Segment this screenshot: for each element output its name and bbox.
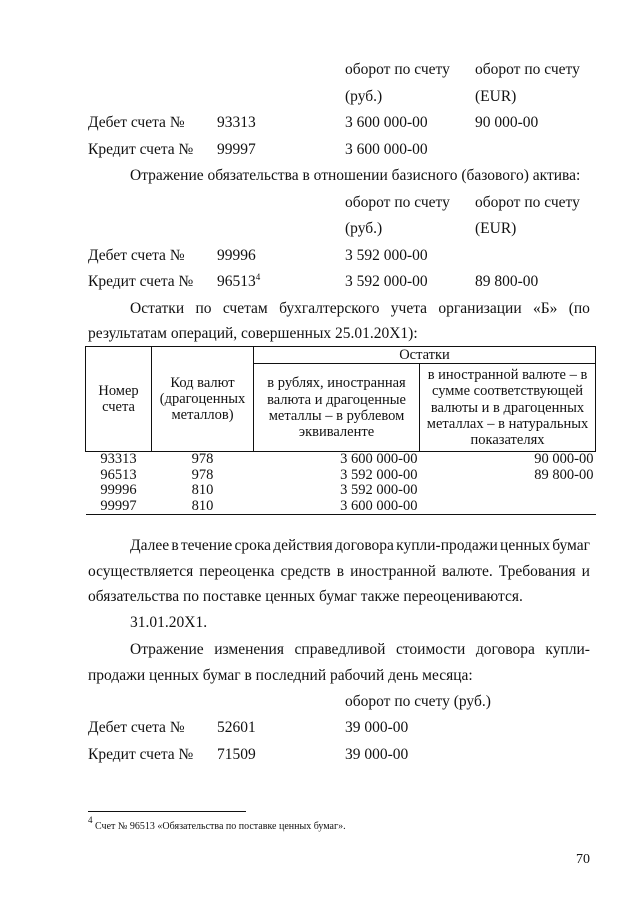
word: Далее xyxy=(130,537,170,554)
col-header-currency-code: Код валют (драгоценных металлов) xyxy=(152,347,254,452)
entry2-debit-label: Дебет счета № xyxy=(88,247,185,264)
entry3-credit-rub: 39 000-00 xyxy=(345,746,409,763)
entry1-credit-rub: 3 600 000-00 xyxy=(345,141,428,158)
table-row xyxy=(86,499,596,515)
cell-account: 93313 xyxy=(100,451,137,468)
balances-intro-line2: результатам операций, совершенных 25.01.20Х1): xyxy=(88,325,418,342)
col-header-group-balances: Остатки xyxy=(254,347,596,364)
para2-line2: продажи ценных бумаг в последний рабочий день месяца: xyxy=(88,667,473,684)
word: купли-продажи xyxy=(396,537,498,554)
entry3-debit-account: 52601 xyxy=(217,719,256,736)
para2-line1 xyxy=(130,642,590,658)
entry3-col-rub-label: оборот по счету (руб.) xyxy=(345,693,491,710)
word: Остатки xyxy=(130,300,185,317)
word: справедливой xyxy=(294,641,386,658)
entry2-col-rub-label: оборот по счету xyxy=(345,194,450,211)
word: Отражение xyxy=(130,641,204,658)
word: (по xyxy=(568,300,590,317)
entry1-debit-eur: 90 000-00 xyxy=(475,114,539,131)
cell-account: 96513 xyxy=(100,466,137,483)
cell-account: 99996 xyxy=(100,482,137,499)
cell-code: 810 xyxy=(191,482,214,499)
entry2-credit-label: Кредит счета № xyxy=(88,273,194,290)
balances-intro-line1 xyxy=(130,301,590,317)
para1-line1 xyxy=(130,538,590,554)
entry1-credit-label: Кредит счета № xyxy=(88,141,194,158)
word: в xyxy=(171,537,179,554)
entry2-credit-account-number: 96513 xyxy=(217,273,256,290)
page-number: 70 xyxy=(576,852,590,867)
word: организации xyxy=(438,300,522,317)
word: изменения xyxy=(214,641,284,658)
col-header-fx: в иностранной валюте – в сумме соответствующей валюты и в драгоценных металлах – в натуральных показателях xyxy=(420,364,596,452)
entry2-credit-rub: 3 592 000-00 xyxy=(345,273,428,290)
cell-fx: 90 000-00 xyxy=(534,451,594,468)
cell-fx xyxy=(420,483,596,499)
word: срока xyxy=(234,537,272,554)
entry2-credit-account xyxy=(217,274,260,290)
table-row xyxy=(86,452,596,468)
cell-rub: 3 592 000-00 xyxy=(340,466,418,483)
entry1-debit-label: Дебет счета № xyxy=(88,114,185,131)
section-heading-base-asset: Отражение обязательства в отношении базисного (базового) актива: xyxy=(130,167,581,184)
footnote xyxy=(88,815,346,832)
entry1-debit-rub: 3 600 000-00 xyxy=(345,114,428,131)
entry1-credit-account: 99997 xyxy=(217,141,256,158)
cell-account: 99997 xyxy=(86,499,152,515)
word: договора xyxy=(475,641,535,658)
date-heading: 31.01.20Х1. xyxy=(130,614,208,631)
word: течение xyxy=(180,537,233,554)
entry3-credit-account: 71509 xyxy=(217,746,256,763)
entry2-debit-account: 99996 xyxy=(217,247,256,264)
word: счетам xyxy=(222,300,268,317)
word: действия xyxy=(273,537,333,554)
table-row xyxy=(86,468,596,484)
entry1-col-rub-unit: (руб.) xyxy=(345,88,383,105)
col-header-rub: в рублях, иностранная валюта и драгоценные металлы – в рублевом эквиваленте xyxy=(254,364,420,452)
word: купли- xyxy=(545,641,590,658)
word: иностранной xyxy=(350,563,436,580)
entry3-debit-label: Дебет счета № xyxy=(88,719,185,736)
footnote-divider xyxy=(88,811,246,812)
para1-line2 xyxy=(88,564,590,580)
word: Требования xyxy=(498,563,576,580)
word: договора xyxy=(334,537,394,554)
word: бухгалтерского xyxy=(279,300,380,317)
word: осуществляется xyxy=(88,563,194,580)
word: и xyxy=(581,563,590,580)
word: по xyxy=(195,300,212,317)
cell-fx: 89 800-00 xyxy=(534,466,594,483)
entry3-credit-label: Кредит счета № xyxy=(88,746,194,763)
entry3-debit-rub: 39 000-00 xyxy=(345,719,409,736)
cell-fx xyxy=(420,499,596,515)
cell-rub: 3 600 000-00 xyxy=(254,499,420,515)
word: валюте. xyxy=(441,563,493,580)
entry1-debit-account: 93313 xyxy=(217,114,256,131)
cell-rub: 3 600 000-00 xyxy=(340,451,418,468)
entry2-col-eur-unit: (EUR) xyxy=(475,220,517,237)
entry1-col-eur-label: оборот по счету xyxy=(475,61,580,78)
footnote-text: Счет № 96513 «Обязательства по поставке ценных бумаг». xyxy=(92,821,346,832)
word: учета xyxy=(390,300,428,317)
para1-line3: обязательства по поставке ценных бумаг также переоцениваются. xyxy=(88,588,523,605)
cell-code: 978 xyxy=(191,466,214,483)
word: «Б» xyxy=(532,300,558,317)
entry2-col-eur-label: оборот по счету xyxy=(475,194,580,211)
entry2-credit-eur: 89 800-00 xyxy=(475,273,539,290)
word: стоимости xyxy=(395,641,466,658)
cell-code: 810 xyxy=(152,499,254,515)
cell-rub: 3 592 000-00 xyxy=(340,482,418,499)
cell-code: 978 xyxy=(191,451,214,468)
table-row xyxy=(86,483,596,499)
entry2-col-rub-unit: (руб.) xyxy=(345,220,383,237)
footnote-reference-mark: 4 xyxy=(255,272,261,282)
word: в xyxy=(336,563,345,580)
col-header-account: Номер счета xyxy=(86,347,152,452)
word: переоценка xyxy=(199,563,275,580)
word: бумаг xyxy=(552,537,590,554)
entry2-debit-rub: 3 592 000-00 xyxy=(345,247,428,264)
entry1-col-eur-unit: (EUR) xyxy=(475,88,517,105)
entry1-col-rub-label: оборот по счету xyxy=(345,61,450,78)
word: ценных xyxy=(500,537,550,554)
balances-table xyxy=(85,346,596,515)
footnote-mark: 4 xyxy=(88,815,93,825)
word: средств xyxy=(280,563,331,580)
